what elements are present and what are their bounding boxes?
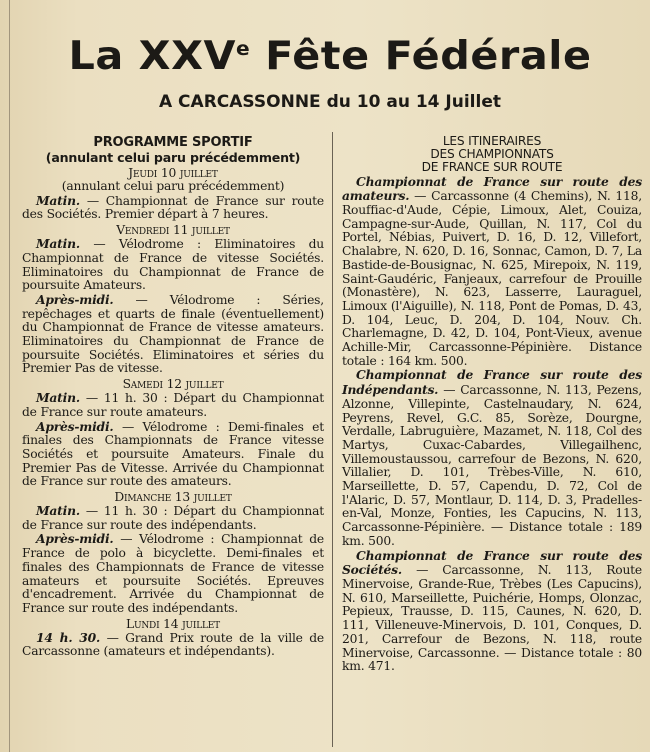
programme-entry <box>22 180 324 194</box>
programme-entry <box>22 194 324 222</box>
entry-text: — Championnat de France sur route des Sociétés. Premier départ à 7 heures. <box>22 193 324 222</box>
day-heading: Jeudi 10 juillet <box>128 166 218 180</box>
entry-text: — 11 h. 30 : Départ du Championnat de France sur route des indépendants. <box>22 504 324 532</box>
entry-time: Après-midi. <box>36 291 114 307</box>
itinerary-text: — Carcassonne, N. 113, Pezens, Alzonne, Villepinte, Castelnaudary, N. 624, Peyrens, Revel, G.C. 85, Sorèze, Dourgne, Verdalle, Labruguière, Mazamet, N. 118, Col des Martys, Cuxac-Cabardes, Villegailhenc, Villemoustaussou, carrefour de Bezons, N. 620, Villalier, D. 101, Trèbes-Ville, N. 610, Marseillette, D. 57, Capendu, D. 72, Col de l'Alaric, D. 57, Montlaur, D. 114, D. 3, Pradelles-en-Val, Monze, Fonties, les Capucins, N. 113, Carcassonne-Pépinière. — Distance totale : 189 km. 500. <box>342 383 642 548</box>
programme-entry <box>22 293 324 376</box>
day-heading: Samedi 12 juillet <box>122 377 224 392</box>
entry-text: (annulant celui paru précédemment) <box>61 179 285 193</box>
entry-text: — Vélodrome : Eliminatoires du Championnat de France de vitesse Sociétés. Eliminatoires du Championnat de France de poursuite Amateurs. <box>22 237 324 293</box>
itineraries-heading <box>342 135 642 175</box>
entry-text: — Vélodrome : Séries, repêchages et quarts de finale (éventuellement) du Championnat de France de vitesse amateurs. Eliminatoires du Championnat de France de poursuite Sociétés. Eliminatoires et séries du Premier Pas de vitesse. <box>22 292 324 376</box>
itinerary-sections <box>342 175 642 674</box>
itineraries-heading-line: DE FRANCE SUR ROUTE <box>421 160 563 175</box>
programme-title: PROGRAMME SPORTIF <box>93 135 253 150</box>
programme-entry <box>22 532 324 615</box>
programme-entry <box>22 504 324 532</box>
headline: La XXVe Fête Fédérale <box>68 34 592 79</box>
itinerary-section <box>342 368 642 548</box>
subheadline: A CARCASSONNE du 10 au 14 Juillet <box>158 92 501 112</box>
entry-time: Matin. <box>36 192 80 208</box>
entry-time: Après-midi. <box>36 531 114 547</box>
programme-column <box>22 135 324 659</box>
itineraries-heading-line: DES CHAMPIONNATS <box>430 147 554 162</box>
entry-time: 14 h. 30. <box>36 629 101 645</box>
itinerary-title: Championnat de France sur route des Indépendants. <box>342 367 642 398</box>
programme-days <box>22 166 324 659</box>
programme-subtitle: (annulant celui paru précédemment) <box>45 150 301 165</box>
itinerary-title: Championnat de France sur route des amateurs. <box>342 173 642 204</box>
day-heading: Dimanche 13 juillet <box>114 490 232 505</box>
day-heading: Vendredi 11 juillet <box>116 223 230 238</box>
entry-time: Après-midi. <box>36 418 114 434</box>
itineraries-heading-line: LES ITINERAIRES <box>442 134 542 148</box>
itinerary-title: Championnat de France sur route des Sociétés. <box>342 547 642 578</box>
column-divider <box>332 132 333 747</box>
entry-text: — Vélodrome : Demi-finales et finales des Championnats de France vitesse Sociétés et poursuite Amateurs. Finale du Premier Pas de Vitesse. Arrivée du Championnat de France sur route des amateurs. <box>22 419 324 489</box>
itinerary-section <box>342 175 642 369</box>
day-heading: Lundi 14 juillet <box>126 616 220 631</box>
programme-entry <box>22 420 324 490</box>
page-edge-rule <box>9 0 10 752</box>
itinerary-text: — Carcassonne (4 Chemins), N. 118, Rouffiac-d'Aude, Cépie, Limoux, Alet, Couiza, Campagne-sur-Aude, Quillan, N. 117, Col du Portel, Nébias, Puivert, D. 16, D. 12, Villefort, Chalabre, N. 620, D. 16, Sonnac, Camon, D. 7, La Bastide-de-Bousignac, N. 625, Mirepoix, N. 119, Saint-Gaudéric, Fanjeaux, carrefour de Prouille (Monastère), N. 623, Lasserre, Lauraguel, Limoux (l'Aiguille), N. 118, Pont de Pomas, D. 43, D. 104, Leuc, D. 204, D. 104, Nouv. Ch. Charlemagne, D. 42, D. 104, Pont-Vieux, avenue Achille-Mir, Carcassonne-Pépinière. Distance totale : 164 km. 500. <box>342 189 642 368</box>
programme-entry <box>22 631 324 659</box>
itinerary-text: — Carcassonne, N. 113, Route Minervoise, Grande-Rue, Trèbes (Les Capucins), N. 610, Marseillette, Puichérie, Homps, Olonzac, Pepieux, Trausse, D. 115, Caunes, N. 620, D. 111, Villeneuve-Minervois, D. 101, Conques, D. 201, Carrefour de Bezons, N. 118, route Minervoise, Carcassonne. — Distance totale : 80 km. 471. <box>342 563 642 674</box>
entry-time: Matin. <box>36 390 80 406</box>
programme-entry <box>22 237 324 293</box>
itineraries-column <box>342 135 642 674</box>
programme-entry <box>22 391 324 419</box>
entry-text: — 11 h. 30 : Départ du Championnat de France sur route amateurs. <box>22 391 324 419</box>
entry-text: — Grand Prix route de la ville de Carcassonne (amateurs et indépendants). <box>22 630 324 659</box>
entry-text: — Vélodrome : Championnat de France de polo à bicyclette. Demi-finales et finales des Championnats de France de vitesse amateurs et poursuite Sociétés. Epreuves d'encadrement. Arrivée du Championnat de France sur route des indépendants. <box>22 532 324 615</box>
entry-time: Matin. <box>36 503 80 519</box>
itinerary-section <box>342 549 642 674</box>
entry-time: Matin. <box>36 236 80 252</box>
